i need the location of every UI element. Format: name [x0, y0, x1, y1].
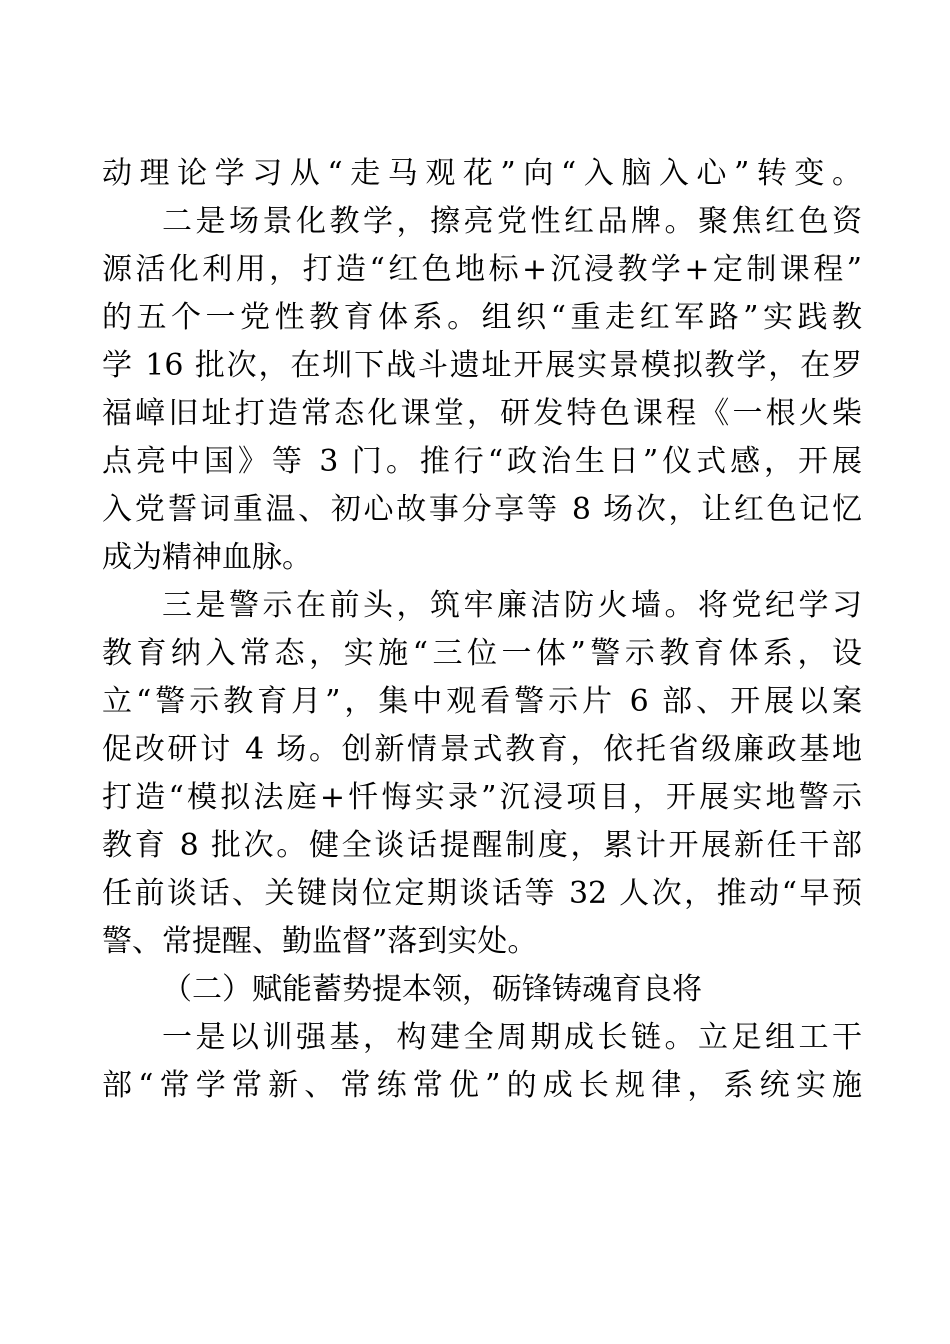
body-text: [102, 150, 862, 1110]
text-line: 动理论学习从“走马观花”向“入脑入心”转变。: [102, 156, 862, 191]
text-line: 部“常学常新、常练常优”的成长规律，系统实施: [102, 1068, 862, 1103]
section-heading: （二）赋能蓄势提本领，砺锋铸魂育良将: [162, 972, 702, 1007]
text-line: 任前谈话、关键岗位定期谈话等 32 人次，推动“早预: [102, 876, 862, 911]
text-line: 福嶂旧址打造常态化课堂，研发特色课程《一根火柴: [102, 396, 862, 431]
text-line: 教育 8 批次。健全谈话提醒制度，累计开展新任干部: [102, 828, 862, 863]
text-line: 学 16 批次，在圳下战斗遗址开展实景模拟教学，在罗: [102, 348, 862, 383]
text-line: 的五个一党性教育体系。组织“重走红军路”实践教: [102, 300, 862, 335]
text-line: 教育纳入常态，实施“三位一体”警示教育体系，设: [102, 636, 862, 671]
text-line: 警、常提醒、勤监督”落到实处。: [102, 924, 538, 959]
text-line: 源活化利用，打造“红色地标+沉浸教学+定制课程”: [102, 252, 862, 287]
text-line: 成为精神血脉。: [102, 540, 312, 575]
paragraph-start-line: 一是以训强基，构建全周期成长链。立足组工干: [162, 1020, 862, 1055]
text-line: 促改研讨 4 场。创新情景式教育，依托省级廉政基地: [102, 732, 862, 767]
paragraph-start-line: 二是场景化教学，擦亮党性红品牌。聚焦红色资: [162, 204, 862, 239]
text-line: 打造“模拟法庭+忏悔实录”沉浸项目，开展实地警示: [102, 780, 862, 815]
paragraph-start-line: 三是警示在前头，筑牢廉洁防火墙。将党纪学习: [162, 588, 862, 623]
text-line: 入党誓词重温、初心故事分享等 8 场次，让红色记忆: [102, 492, 862, 527]
text-line: 立“警示教育月”，集中观看警示片 6 部、开展以案: [102, 684, 862, 719]
text-line: 点亮中国》等 3 门。推行“政治生日”仪式感，开展: [102, 444, 862, 479]
